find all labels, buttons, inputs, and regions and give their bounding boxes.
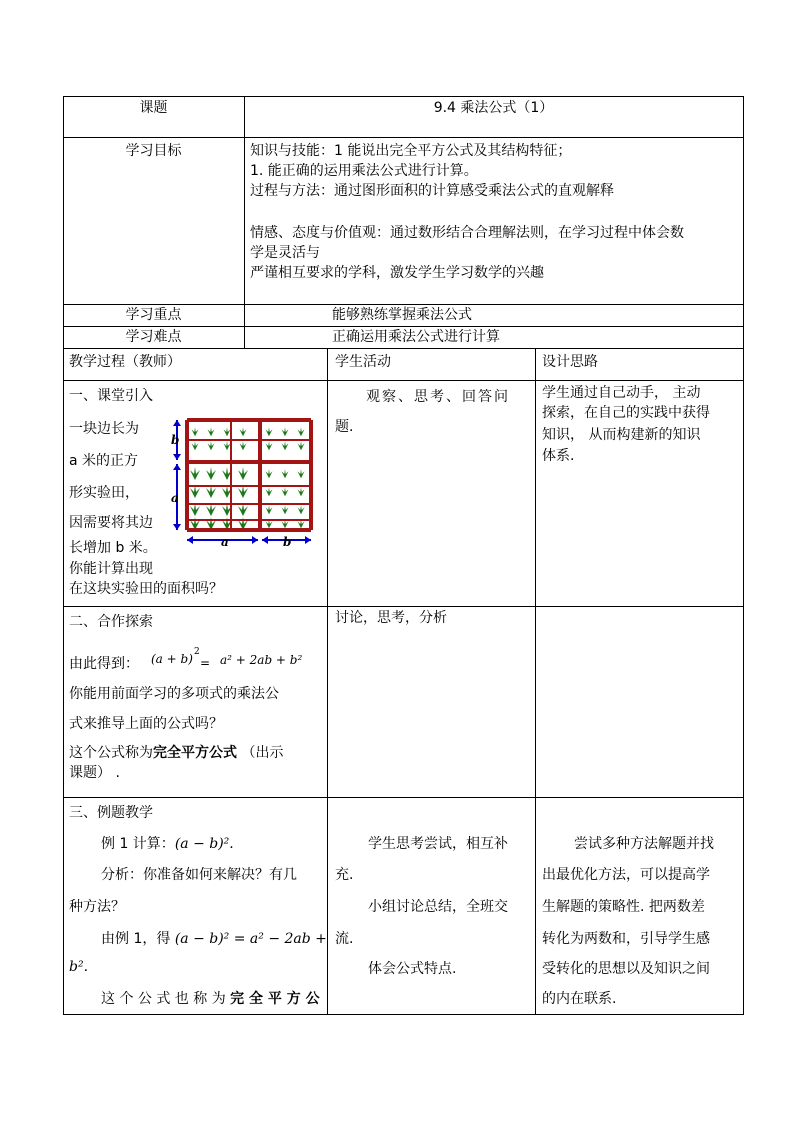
section2-line: 式来推导上面的公式吗？ <box>69 716 223 732</box>
field-grid <box>187 420 311 530</box>
design-line: 体系. <box>542 448 575 464</box>
arrow-head <box>173 420 181 426</box>
formula-equals: = <box>200 656 211 670</box>
section2-line: 你能用前面学习的多项式的乘法公 <box>69 686 279 702</box>
table-border-right <box>743 96 744 1015</box>
plant-icon <box>192 427 199 436</box>
also-line <box>101 988 320 1010</box>
table-border-left <box>63 96 64 1015</box>
arrow-head <box>262 536 268 544</box>
formula-name-line <box>69 742 283 764</box>
plant-icon <box>266 505 273 514</box>
formula-name-suffix: （出示 <box>237 745 284 761</box>
arrow-head <box>187 536 193 544</box>
section3-student-line: 充. <box>335 867 354 883</box>
result-line <box>101 928 327 950</box>
teacher-column-header: 教学过程（教师） <box>69 354 181 370</box>
objectives-label: 学习目标 <box>125 143 182 159</box>
plant-icon <box>266 441 273 450</box>
arrow-head <box>252 536 258 544</box>
plant-icon <box>208 427 215 436</box>
also-prefix: 这 个 公 式 也 称 为 <box>101 991 231 1007</box>
label-a-bottom: a <box>221 535 229 548</box>
plant-icon <box>298 469 305 478</box>
student-activity-line: 题. <box>335 419 354 435</box>
intro-line: 长增加 b 米。 <box>69 540 157 556</box>
design-line: 探索，在自己的实践中获得 <box>542 405 710 421</box>
plant-icon <box>266 427 273 436</box>
objective-line: 知识与技能：1 能说出完全平方公式及其结构特征； <box>250 143 572 159</box>
plant-icon <box>240 441 247 450</box>
derive-prefix: 由此得到： <box>69 656 139 672</box>
result-expression: (a − b)² = a² − 2ab + <box>174 931 327 947</box>
section3-design-line: 出最优化方法，可以提高学 <box>542 867 710 883</box>
plant-icon <box>298 505 305 514</box>
plant-icon <box>282 505 289 514</box>
objective-line: 过程与方法：通过图形面积的计算感受乘法公式的直观解释 <box>250 183 614 199</box>
plant-icon <box>298 487 305 496</box>
section3-student-line: 学生思考尝试，相互补 <box>368 836 508 852</box>
label-b-bottom: b <box>283 535 292 548</box>
field-area-figure <box>167 418 315 548</box>
arrow-head <box>173 454 181 460</box>
plant-icon <box>282 427 289 436</box>
section3-student-line: 流. <box>335 931 354 947</box>
example-line <box>101 833 234 855</box>
intro-line: 一块边长为 <box>69 421 139 437</box>
section3-design-line: 的内在联系. <box>542 991 617 1007</box>
example-prefix: 例 1 计算： <box>101 836 175 852</box>
plant-icon <box>206 467 216 480</box>
student-column-divider <box>327 348 328 1015</box>
section3-design-line: 受转化的思想以及知识之间 <box>542 961 710 977</box>
section3-design-line: 转化为两数和，引导学生感 <box>542 931 710 947</box>
plant-icon <box>282 487 289 496</box>
objective-line: 学是灵活与 <box>250 245 320 261</box>
result-prefix: 由例 1，得 <box>101 931 175 947</box>
design-column-header: 设计思路 <box>542 354 598 370</box>
section3-student-line: 体会公式特点. <box>368 961 457 977</box>
focus-label: 学习重点 <box>125 307 182 323</box>
row-divider <box>63 797 744 798</box>
topic-label: 课题 <box>139 100 168 116</box>
analysis-line: 种方法？ <box>69 899 125 915</box>
label-column-divider <box>244 96 245 349</box>
formula-left: (a + b) <box>151 652 193 666</box>
objective-line: 严谨相互要求的学科，激发学生学习数学的兴趣 <box>250 265 544 281</box>
analysis-line: 分析：你准备如何来解决？有几 <box>101 867 297 883</box>
design-column-divider <box>535 348 536 1015</box>
section3-design-line: 生解题的策略性. 把两数差 <box>542 899 705 915</box>
plant-icon <box>192 441 199 450</box>
section2-student: 讨论，思考，分析 <box>335 610 447 626</box>
row-divider <box>63 137 744 138</box>
arrow-head <box>173 464 181 470</box>
formula-right: a² + 2ab + b² <box>220 653 303 667</box>
formula-name-prefix: 这个公式称为 <box>69 745 153 761</box>
table-border-bottom <box>63 1014 744 1015</box>
label-a-left: a <box>171 491 179 505</box>
section3-student-line: 小组讨论总结，全班交 <box>368 899 508 915</box>
intro-line: a 米的正方 <box>69 453 139 469</box>
plant-icon <box>266 469 273 478</box>
section3-title: 三、例题教学 <box>69 805 153 821</box>
section3-design-line: 尝试多种方法解题并找 <box>574 836 714 852</box>
design-line: 知识， 从而构建新的知识 <box>542 427 701 443</box>
row-divider <box>63 348 744 349</box>
also-bold: 完 全 平 方 公 <box>230 991 320 1007</box>
arrow-head <box>305 536 311 544</box>
section1-title: 一、课堂引入 <box>69 388 153 404</box>
row-divider <box>63 380 744 381</box>
objective-line: 1. 能正确的运用乘法公式进行计算。 <box>250 163 478 179</box>
label-b-left: b <box>171 433 180 447</box>
intro-line: 因需要将其边 <box>69 515 153 531</box>
formula-exponent: 2 <box>194 647 200 657</box>
plant-icon <box>208 441 215 450</box>
formula-name-line2: 课题） . <box>69 765 120 781</box>
student-column-header: 学生活动 <box>335 354 391 370</box>
plant-icon <box>282 441 289 450</box>
design-line: 学生通过自己动手， 主动 <box>542 385 701 401</box>
plant-icon <box>190 467 200 480</box>
plant-icons <box>190 427 305 530</box>
section2-title: 二、合作探索 <box>69 614 153 630</box>
plant-icon <box>240 427 247 436</box>
plant-icon <box>298 427 305 436</box>
intro-line: 在这块实验田的面积吗？ <box>69 581 223 597</box>
difficulty-label: 学习难点 <box>125 329 182 345</box>
plant-icon <box>224 441 231 450</box>
intro-line: 你能计算出现 <box>69 561 153 577</box>
focus-value: 能够熟练掌握乘法公式 <box>332 307 472 323</box>
topic-value: 9.4 乘法公式（1） <box>433 100 554 116</box>
plant-icon <box>224 427 231 436</box>
formula-name-bold: 完全平方公式 <box>153 745 237 761</box>
arrow-head <box>173 524 181 530</box>
plant-icon <box>266 487 273 496</box>
plant-icon <box>298 441 305 450</box>
intro-line: 形实验田， <box>69 485 139 501</box>
student-activity-line: 观察、思考、回答问 <box>366 389 510 405</box>
difficulty-value: 正确运用乘法公式进行计算 <box>332 329 500 345</box>
example-expression: (a − b)². <box>174 836 234 852</box>
result-tail: b². <box>69 959 89 975</box>
objective-line: 情感、态度与价值观：通过数形结合合理解法则，在学习过程中体会数 <box>250 225 684 241</box>
plant-icon <box>238 467 248 480</box>
plant-icon <box>282 469 289 478</box>
